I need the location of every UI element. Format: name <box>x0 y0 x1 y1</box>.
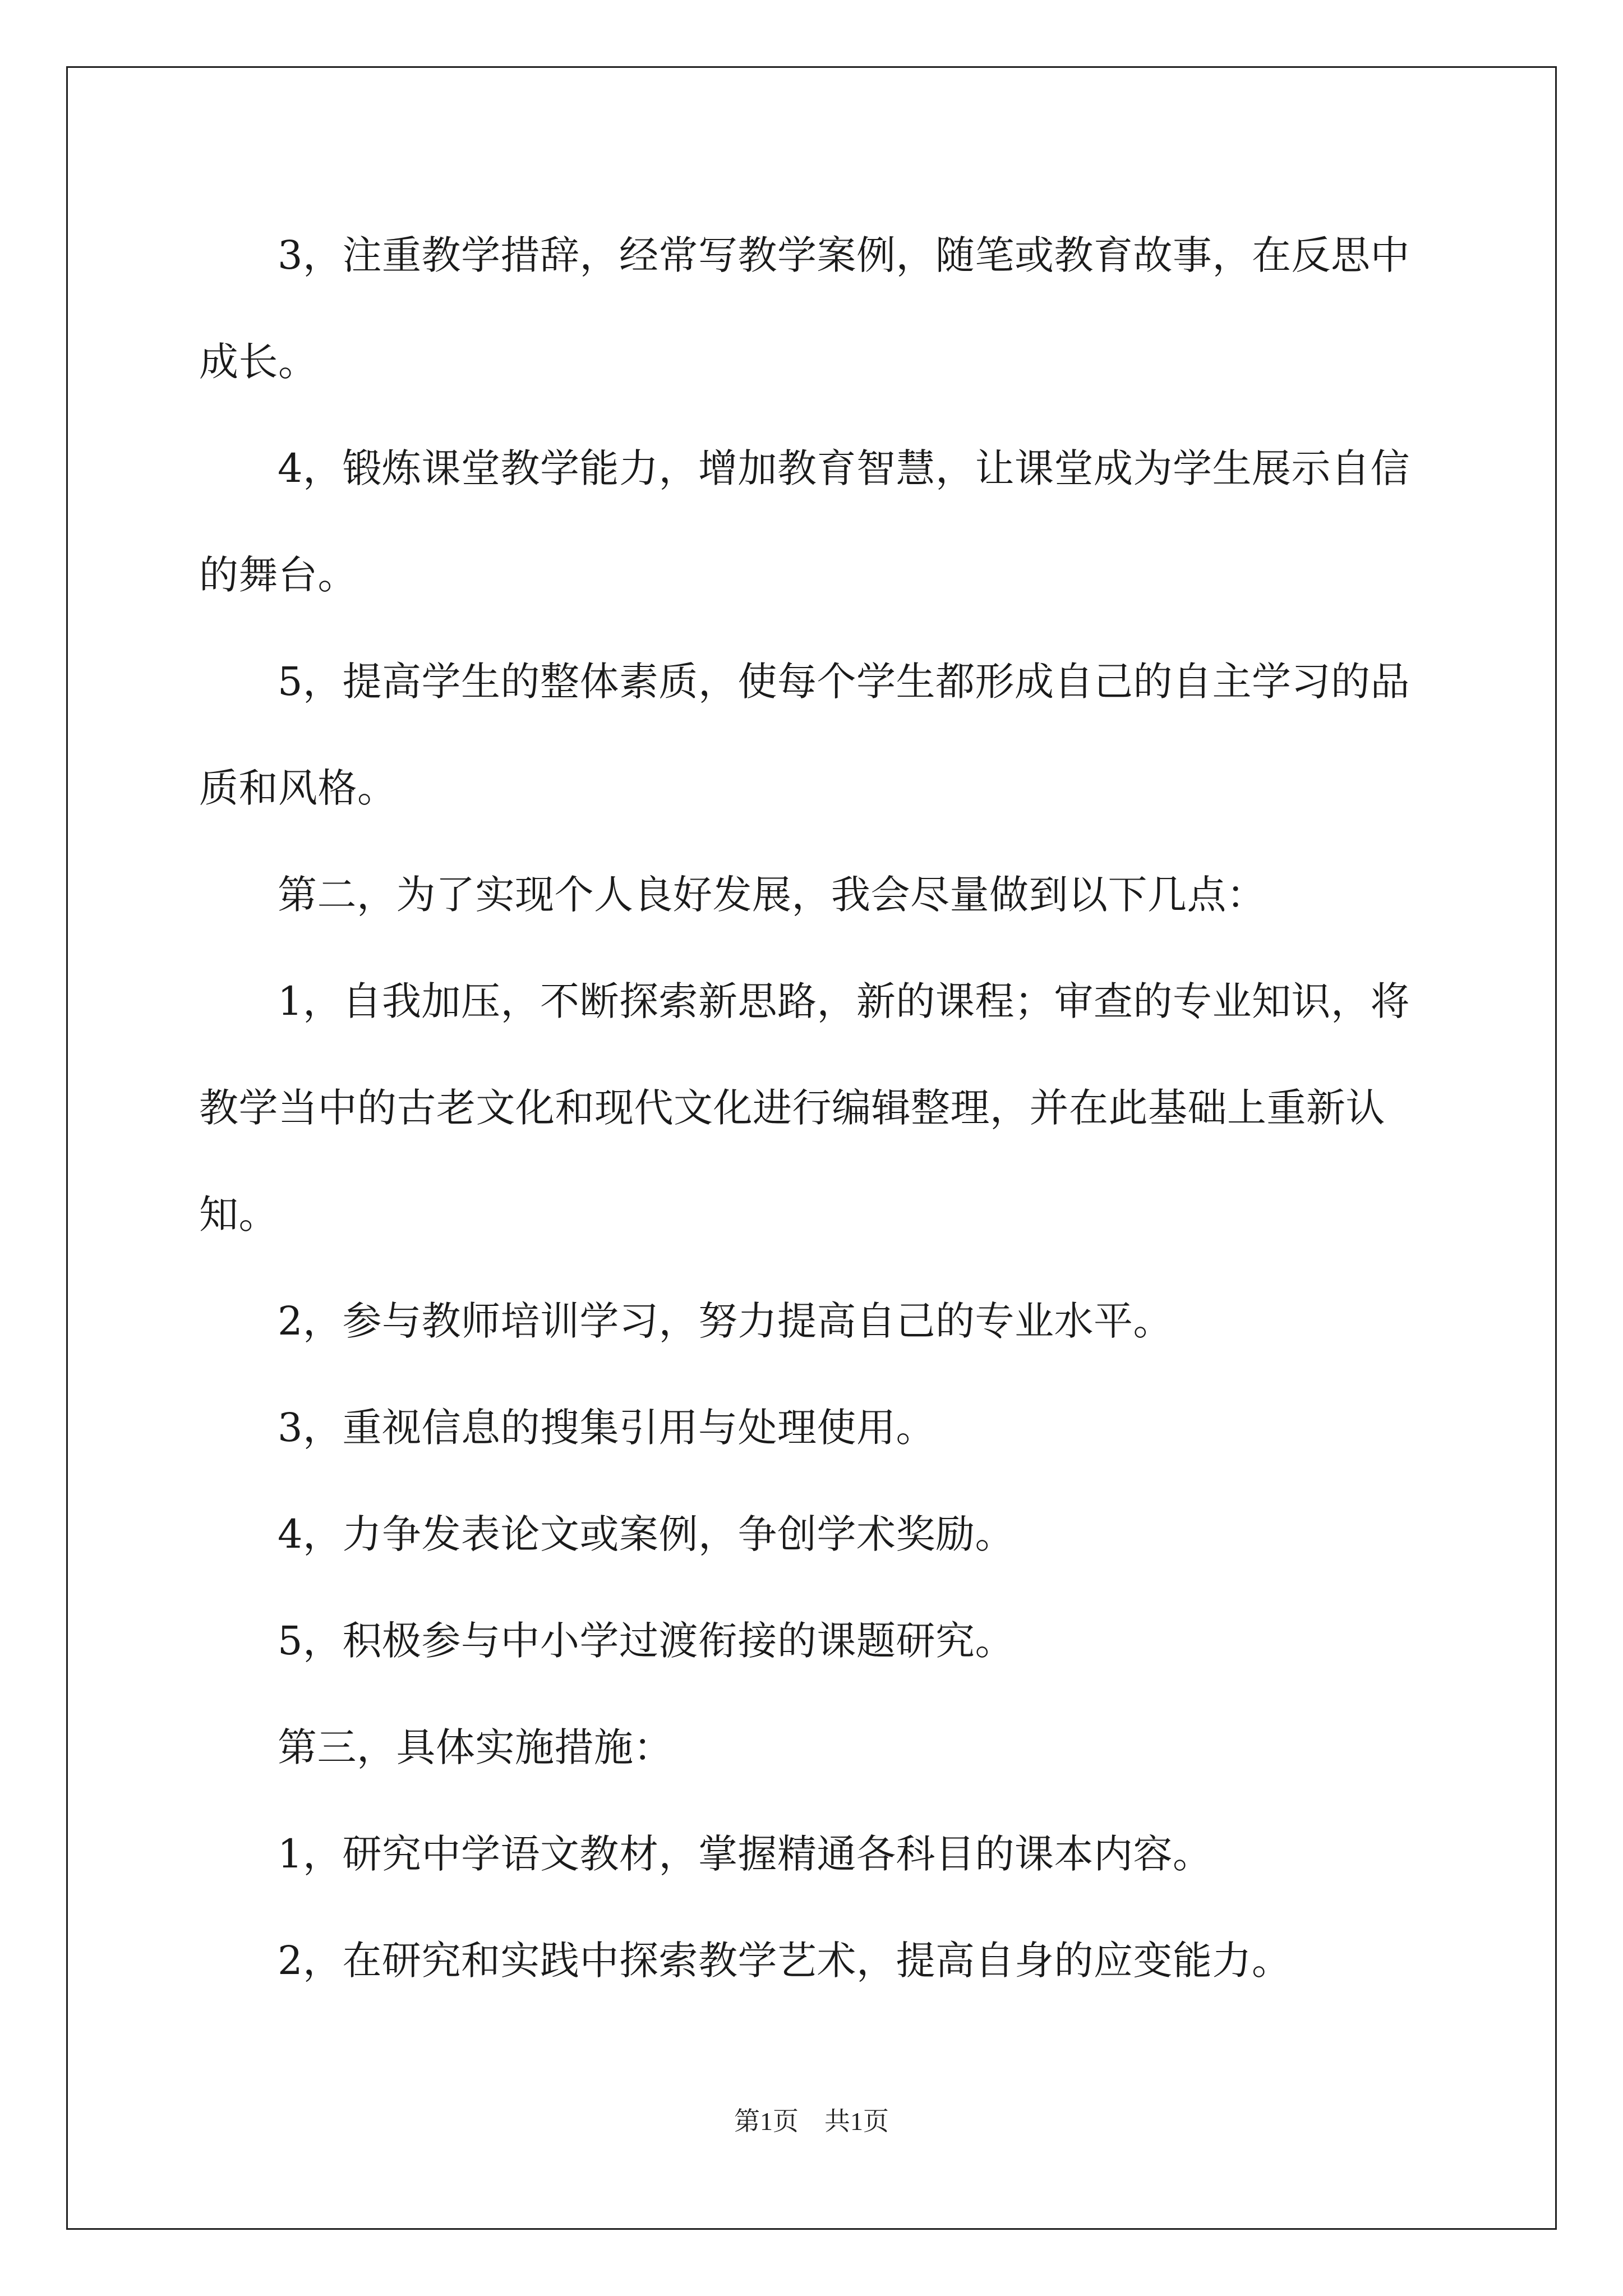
paragraph: 2，在研究和实践中探索教学艺术，提高自身的应变能力。 <box>278 1938 1292 1984</box>
paragraph: 3，注重教学措辞，经常写教学案例，随笔或教育故事，在反思中成长。 <box>199 232 1410 385</box>
paragraph: 5，积极参与中小学过渡衔接的课题研究。 <box>278 1618 1015 1664</box>
paragraph: 3，重视信息的搜集引用与处理使用。 <box>278 1405 936 1451</box>
document-body <box>199 202 1433 2014</box>
page-number: 第1页 共1页 <box>734 2107 889 2136</box>
paragraph: 1，研究中学语文教材，掌握精通各科目的课本内容。 <box>278 1831 1212 1877</box>
paragraph: 第二，为了实现个人良好发展，我会尽量做到以下几点： <box>278 872 1266 918</box>
paragraph: 4，锻炼课堂教学能力，增加教育智慧，让课堂成为学生展示自信的舞台。 <box>199 445 1410 598</box>
paragraph: 2，参与教师培训学习，努力提高自己的专业水平。 <box>278 1298 1173 1344</box>
paragraph: 4，力争发表论文或案例，争创学术奖励。 <box>278 1511 1015 1557</box>
paragraph: 1，自我加压，不断探索新思路，新的课程；审查的专业知识，将教学当中的古老文化和现代文化进行编辑整理，并在此基础上重新认知。 <box>199 978 1410 1237</box>
paragraph: 5，提高学生的整体素质，使每个学生都形成自己的自主学习的品质和风格。 <box>199 659 1410 811</box>
paragraph: 第三，具体实施措施： <box>278 1724 673 1770</box>
